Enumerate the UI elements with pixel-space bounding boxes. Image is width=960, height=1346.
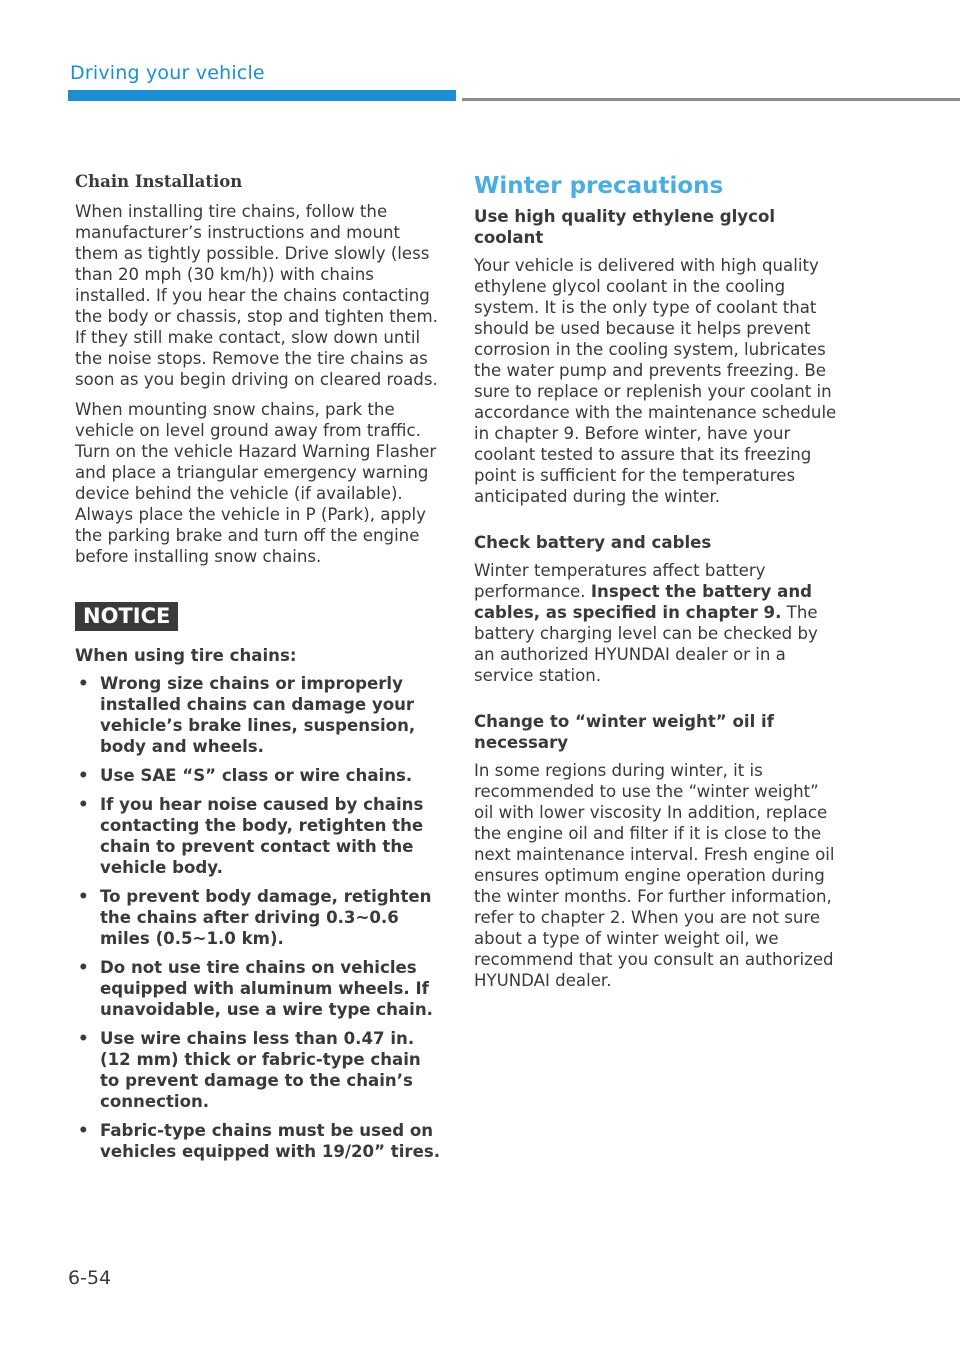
bullet-icon: • — [78, 887, 89, 906]
notice-item — [75, 886, 440, 949]
oil-heading: Change to “winter weight” oil if necessary — [474, 712, 774, 752]
right-column — [474, 172, 839, 1000]
notice-lead: When using tire chains: — [75, 646, 297, 665]
notice-item-text: Do not use tire chains on vehicles equipped with aluminum wheels. If unavoidable, use a wire type chain. — [100, 958, 433, 1019]
bullet-icon: • — [78, 674, 89, 693]
battery-emphasis: Inspect the battery and cables, as specified in chapter 9. — [474, 582, 813, 622]
battery-heading: Check battery and cables — [474, 533, 712, 552]
chain-installation-para-2: When mounting snow chains, park the vehicle on level ground away from traffic. Turn on the vehicle Hazard Warning Flasher and place a triangular emergency warning device behind the vehicle (if available). Always place the vehicle in P (Park), apply the parking brake and turn off the engine before installing snow chains. — [75, 400, 437, 566]
notice-item — [75, 765, 440, 786]
coolant-heading: Use high quality ethylene glycol coolant — [474, 207, 776, 247]
notice-badge: NOTICE — [75, 602, 178, 631]
notice-item — [75, 794, 440, 878]
bullet-icon: • — [78, 766, 89, 785]
notice-item — [75, 1028, 440, 1112]
bullet-icon: • — [78, 795, 89, 814]
oil-text: In some regions during winter, it is recommended to use the “winter weight” oil with lower viscosity In addition, replace the engine oil and filter if it is close to the next maintenance interval. Fresh engine oil ensures optimum engine operation during the winter months. For further information, refer to chapter 2. When you are not sure about a type of winter weight oil, we recommend that you consult an authorized HYUNDAI dealer. — [474, 761, 835, 990]
notice-item — [75, 957, 440, 1020]
winter-precautions-title: Winter precautions — [474, 173, 724, 199]
notice-item — [75, 1120, 440, 1162]
page-number: 6-54 — [68, 1267, 112, 1289]
bullet-icon: • — [78, 958, 89, 977]
notice-item-text: If you hear noise caused by chains contacting the body, retighten the chain to prevent contact with the vehicle body. — [100, 795, 424, 877]
notice-item — [75, 673, 440, 757]
notice-item-text: To prevent body damage, retighten the chains after driving 0.3~0.6 miles (0.5~1.0 km). — [100, 887, 432, 948]
notice-item-text: Wrong size chains or improperly installed chains can damage your vehicle’s brake lines, suspension, body and wheels. — [100, 674, 416, 756]
notice-item-text: Use wire chains less than 0.47 in. (12 mm) thick or fabric-type chain to prevent damage to the chain’s connection. — [100, 1029, 421, 1111]
notice-item-text: Fabric-type chains must be used on vehicles equipped with 19/20” tires. — [100, 1121, 441, 1161]
chain-installation-para-1: When installing tire chains, follow the manufacturer’s instructions and mount them as tightly possible. Drive slowly (less than 20 mph (30 km/h)) with chains installed. If you hear the chains contacting the body or chassis, stop and tighten them. If they still make contact, slow down until the noise stops. Remove the tire chains as soon as you begin driving on cleared roads. — [75, 202, 438, 389]
notice-item-text: Use SAE “S” class or wire chains. — [100, 766, 413, 785]
coolant-text: Your vehicle is delivered with high quality ethylene glycol coolant in the cooling system. It is the only type of coolant that should be used because it helps prevent corrosion in the cooling system, lubricates the water pump and prevents freezing. Be sure to replace or replenish your coolant in accordance with the maintenance schedule in chapter 9. Before winter, have your coolant tested to assure that its freezing point is sufficient for the temperatures anticipated during the winter. — [474, 256, 837, 506]
header-rule-blue — [68, 90, 456, 101]
bullet-icon: • — [78, 1121, 89, 1140]
notice-list — [75, 673, 440, 1162]
chain-installation-heading: Chain Installation — [75, 172, 243, 191]
running-header: Driving your vehicle — [70, 62, 265, 84]
battery-text: Winter temperatures affect battery performance. Inspect the battery and cables, as specified in chapter 9. The battery charging level can be checked by an authorized HYUNDAI dealer or in a service station. — [474, 561, 818, 685]
bullet-icon: • — [78, 1029, 89, 1048]
header-rule-gray — [462, 98, 960, 101]
left-column — [75, 172, 440, 1170]
